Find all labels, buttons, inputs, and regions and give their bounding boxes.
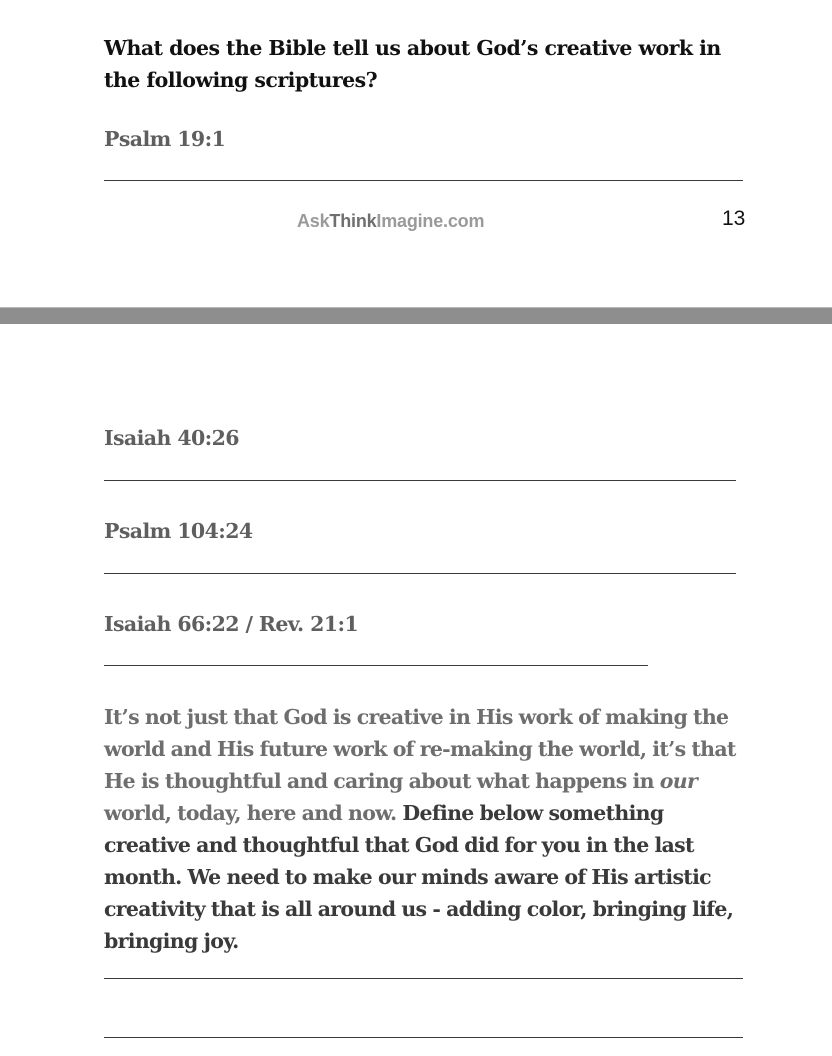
study-question: What does the Bible tell us about God’s creative work in the following scriptures? <box>104 36 721 92</box>
answer-line[interactable] <box>104 978 743 979</box>
answer-line[interactable] <box>104 1037 743 1038</box>
paragraph-lead-text: It’s not just that God is creative in His work of making the world and His future work of re-making the world, it’s that He is thoughtful and caring about what happens in <box>104 705 736 793</box>
scripture-ref-isaiah-66-22-rev-21-1: Isaiah 66:22 / Rev. 21:1 <box>104 612 359 636</box>
paragraph-lead-end: world, today, here and now. <box>104 801 397 825</box>
brand-imagine: Imagine.com <box>376 211 485 231</box>
scripture-ref-isaiah-40-26: Isaiah 40:26 <box>104 426 239 450</box>
brand-ask: Ask <box>297 211 330 231</box>
scripture-ref-psalm-104-24: Psalm 104:24 <box>104 519 253 543</box>
page-13 <box>0 0 832 307</box>
page-divider <box>0 307 832 324</box>
scripture-ref-psalm-19-1: Psalm 19:1 <box>104 127 226 151</box>
answer-line[interactable] <box>104 665 648 666</box>
reflection-paragraph <box>104 701 746 957</box>
answer-line[interactable] <box>104 480 736 481</box>
answer-line[interactable] <box>104 573 736 574</box>
page-14 <box>0 324 832 1056</box>
brand-think: Think <box>329 211 377 231</box>
footer-brand <box>297 209 484 233</box>
page-number: 13 <box>722 207 746 230</box>
paragraph-emphasis: our <box>659 769 698 793</box>
answer-line[interactable] <box>104 180 743 181</box>
paragraph-rest: Define below something creative and thoughtful that God did for you in the last month. We need to make our minds aware of His artistic creativity that is all around us - adding color, bringing life, bringing joy. <box>104 801 734 953</box>
